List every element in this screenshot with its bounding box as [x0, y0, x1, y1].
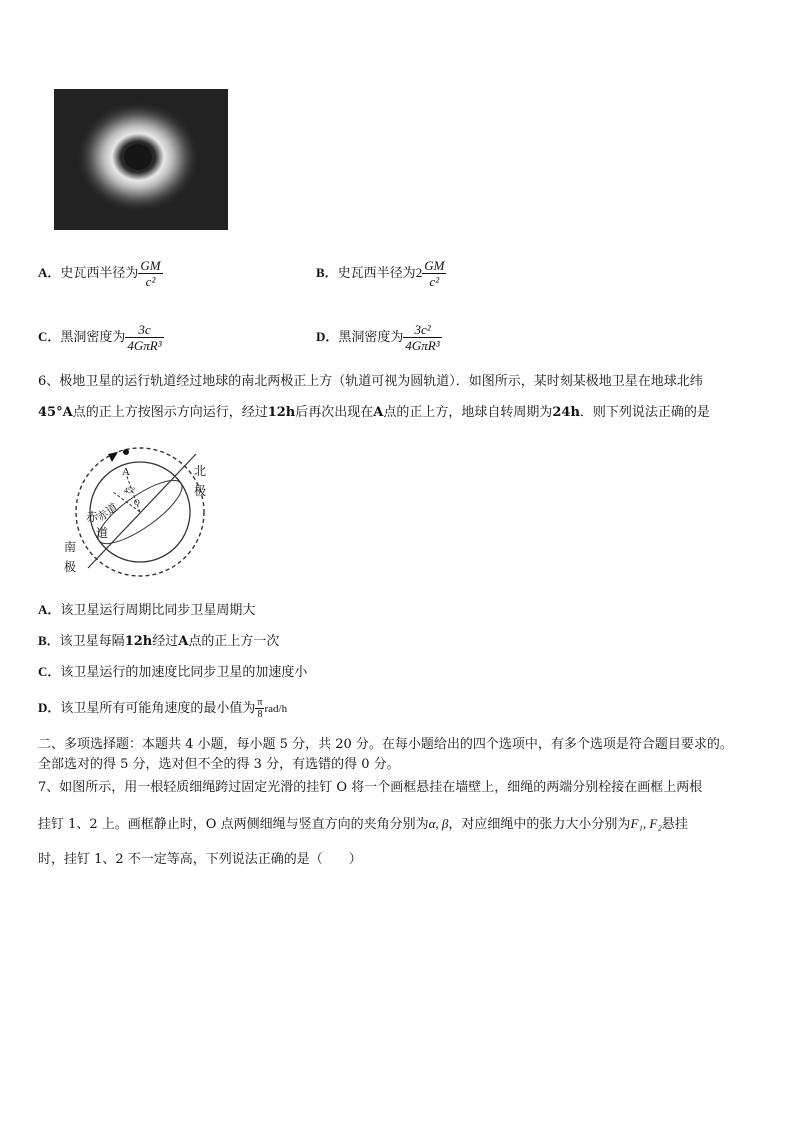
- option-text: 该卫星运行的加速度比同步卫星的加速度小: [60, 665, 308, 680]
- south-label: 南: [64, 540, 77, 554]
- latitude-text: 45°A: [38, 405, 73, 420]
- option-text: 史瓦西半径为: [337, 266, 416, 281]
- black-hole-image: [54, 89, 228, 230]
- time-text: 24h: [552, 405, 580, 420]
- coefficient: 2: [415, 265, 423, 280]
- q7-text: ，对应细绳中的张力大小分别为: [448, 817, 631, 832]
- option-text: 史瓦西半径为: [60, 266, 139, 281]
- fraction-numerator: π: [257, 697, 263, 708]
- section-header-text: 全部选对的得 5 分，选对但不全的得 3 分，有选错的得 0 分。: [38, 757, 400, 772]
- option-label: C．: [38, 329, 61, 344]
- q6-option-a: [38, 600, 255, 621]
- q7-text: 7、如图所示，用一根轻质细绳跨过固定光滑的挂钉 O 将一个画框悬挂在墙壁上，细绳的两端分别栓接在画框上两根: [38, 780, 703, 795]
- q6-option-b: [38, 631, 279, 652]
- option-text: 该卫星所有可能角速度的最小值为: [60, 701, 256, 716]
- section2-line1: [38, 735, 733, 755]
- fraction: [138, 258, 162, 289]
- angle-symbols: α, β: [428, 816, 449, 831]
- fraction-numerator: GM: [424, 258, 445, 273]
- option-label: B．: [316, 265, 338, 280]
- q7-text: 挂钉 1、2 上。画框静止时，O 点两侧细绳与竖直方向的夹角分别为: [38, 817, 429, 832]
- option-label: D．: [38, 700, 61, 715]
- q6-option-c: [38, 662, 307, 683]
- equator-label: 赤: [86, 510, 99, 524]
- angle-label: 45°: [124, 486, 136, 495]
- north-label: 极: [194, 484, 207, 498]
- equator-label: 道: [96, 526, 109, 540]
- polar-satellite-figure: [58, 440, 228, 580]
- q7-line3: [38, 850, 362, 870]
- q6-stem-line1: [38, 372, 703, 392]
- section-header-text: 二、多项选择题：本题共 4 小题，每小题 5 分，共 20 分。在每小题给出的四个选项中，有多个选项是符合题目要求的。: [38, 737, 733, 752]
- fraction: [422, 258, 446, 289]
- fraction-denominator: c²: [145, 274, 156, 289]
- q7-text: 时，挂钉 1、2 不一定等高，下列说法正确的是（ ）: [38, 852, 362, 867]
- time-text: 12h: [124, 634, 153, 649]
- stem-text: 点的正上方，地球自转周期为: [383, 405, 553, 420]
- point-a-label: A: [122, 466, 130, 478]
- option-c: [38, 322, 164, 353]
- stem-text: 点的正上方按图示方向运行，经过: [72, 405, 268, 420]
- south-label: 极: [64, 560, 77, 574]
- force-symbols: F₁, F₂: [630, 816, 662, 831]
- option-d: [316, 322, 442, 353]
- option-b: [316, 258, 446, 289]
- direction-arrow: [108, 452, 118, 462]
- section2-line2: [38, 755, 400, 775]
- fraction-numerator: GM: [140, 258, 161, 273]
- option-label: A．: [38, 602, 61, 617]
- option-label: A．: [38, 265, 61, 280]
- q6-stem-line2: [38, 403, 710, 423]
- q7-line1: [38, 778, 702, 798]
- satellite-dot: [123, 449, 129, 455]
- unit-text: rad/h: [264, 703, 288, 715]
- black-hole-ring-graphic: [54, 89, 228, 230]
- option-text: 该卫星每隔: [59, 634, 125, 649]
- fraction: [125, 322, 163, 353]
- option-text: 经过: [152, 634, 179, 649]
- q7-text: 悬挂: [661, 817, 688, 832]
- center-label: O: [134, 498, 140, 507]
- stem-text: ．则下列说法正确的是: [579, 405, 710, 420]
- fraction-numerator: 3c: [125, 322, 163, 338]
- fraction-denominator: 4GπR³: [405, 338, 440, 353]
- option-label: C．: [38, 664, 61, 679]
- q6-option-d: [38, 697, 287, 720]
- fraction-denominator: c²: [429, 274, 440, 289]
- point-text: A: [373, 405, 384, 420]
- option-a: [38, 258, 163, 289]
- time-text: 12h: [267, 405, 296, 420]
- point-text: A: [178, 634, 189, 649]
- stem-text: 后再次出现在: [295, 405, 374, 420]
- q6-stem-text: 6、极地卫星的运行轨道经过地球的南北两极正上方（轨道可视为圆轨道）．如图所示，某时刻某极地卫星在地球北纬: [38, 374, 703, 389]
- orbit-diagram: [58, 440, 228, 580]
- fraction-denominator: 4GπR³: [127, 338, 162, 353]
- option-text: 黑洞密度为: [338, 330, 404, 345]
- fraction-denominator: 8: [257, 709, 263, 720]
- option-label: B．: [38, 633, 60, 648]
- option-text: 黑洞密度为: [60, 330, 126, 345]
- q7-line2: [38, 814, 688, 835]
- north-label: 北: [194, 464, 207, 478]
- option-text: 该卫星运行周期比同步卫星周期大: [60, 603, 256, 618]
- equator-inner-label: 赤道: [94, 500, 121, 525]
- option-label: D．: [316, 329, 339, 344]
- fraction-numerator: 3c²: [403, 322, 441, 338]
- option-text: 点的正上方一次: [188, 634, 280, 649]
- fraction: [403, 322, 441, 353]
